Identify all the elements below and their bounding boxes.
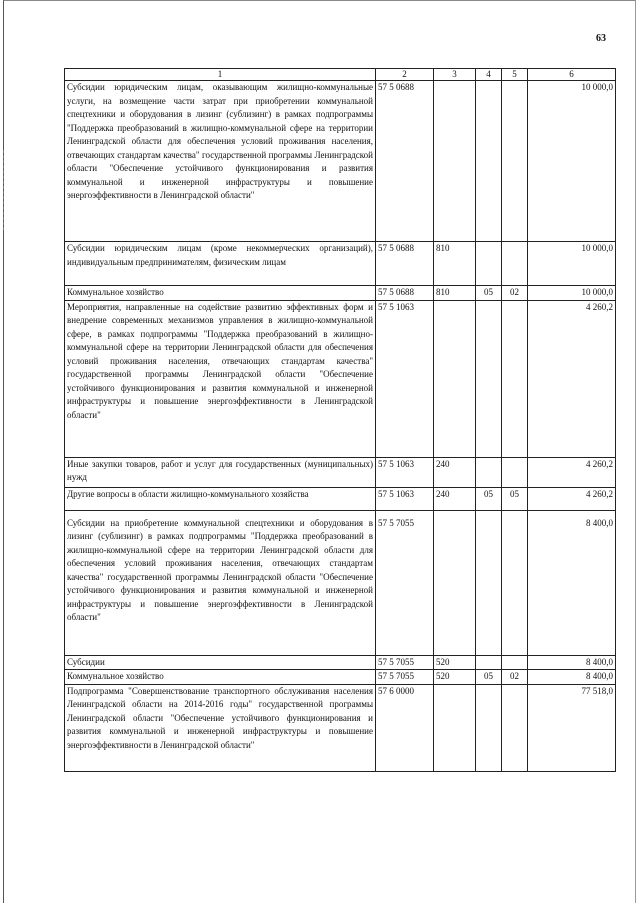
row-pr	[502, 655, 528, 670]
row-sum: 10 000,0	[528, 242, 616, 286]
row-csr: 57 5 0688	[376, 242, 434, 286]
row-sum: 10 000,0	[528, 286, 616, 301]
row-rz	[476, 242, 502, 286]
row-vr	[434, 510, 476, 655]
row-name: Субсидии на приобретение коммунальной спецтехники и оборудования в лизинг (сублизинг) в рамках подпрограммы "Поддержка преобразований в жилищно-коммунальной сфере на территории Ленинградской области для обеспечения условий проживания населения, отвечающих стандартам качества" государственной программы Ленинградской области "Обеспечение устойчивого функционирования и развития коммунальной и инженерной инфраструктуры и повышение энергоэффективности в Ленинградской области"	[65, 510, 376, 655]
row-csr: 57 5 1063	[376, 300, 434, 457]
row-vr: 240	[434, 457, 476, 487]
table-row	[65, 286, 616, 301]
row-pr: 02	[502, 286, 528, 301]
table-row	[65, 300, 616, 457]
row-name: Мероприятия, направленные на содействие развитию эффективных форм и внедрение современных механизмов управления в жилищно-коммунальной сфере, в рамках подпрограммы "Поддержка преобразований в жилищно-коммунальной сфере на территории Ленинградской области для обеспечения условий проживания населения, отвечающих стандартам качества" государственной программы Ленинградской области "Обеспечение устойчивого функционирования и развития коммунальной и инженерной инфраструктуры и повышение энергоэффективности в Ленинградской области"	[65, 300, 376, 457]
row-vr	[434, 81, 476, 242]
row-name: Субсидии	[65, 655, 376, 670]
row-vr	[434, 300, 476, 457]
row-csr: 57 5 7055	[376, 510, 434, 655]
row-csr: 57 5 1063	[376, 487, 434, 510]
row-pr	[502, 81, 528, 242]
row-csr: 57 5 0688	[376, 286, 434, 301]
row-name: Подпрограмма "Совершенствование транспортного обслуживания населения Ленинградской области на 2014-2016 годы" государственной программы Ленинградской области "Обеспечение устойчивого функционирования и развития коммунальной и инженерной инфраструктуры и повышение энергоэффективности в Ленинградской области"	[65, 684, 376, 771]
row-vr: 520	[434, 670, 476, 685]
row-name: Другие вопросы в области жилищно-коммунального хозяйства	[65, 487, 376, 510]
header-col-2: 2	[376, 69, 434, 81]
row-vr: 810	[434, 242, 476, 286]
header-col-5: 5	[502, 69, 528, 81]
row-rz: 05	[476, 286, 502, 301]
header-col-3: 3	[434, 69, 476, 81]
row-vr: 520	[434, 655, 476, 670]
row-pr	[502, 300, 528, 457]
row-rz	[476, 457, 502, 487]
header-col-1: 1	[65, 69, 376, 81]
row-pr: 05	[502, 487, 528, 510]
row-sum: 77 518,0	[528, 684, 616, 771]
row-vr: 810	[434, 286, 476, 301]
row-rz	[476, 510, 502, 655]
row-rz	[476, 300, 502, 457]
row-sum: 4 260,2	[528, 457, 616, 487]
row-rz: 05	[476, 487, 502, 510]
row-name: Субсидии юридическим лицам (кроме некоммерческих организаций), индивидуальным предпринимателям, физическим лицам	[65, 242, 376, 286]
row-name: Коммунальное хозяйство	[65, 670, 376, 685]
table-row	[65, 670, 616, 685]
row-pr: 02	[502, 670, 528, 685]
row-csr: 57 5 0688	[376, 81, 434, 242]
row-vr	[434, 684, 476, 771]
row-rz	[476, 684, 502, 771]
table-row	[65, 510, 616, 655]
row-pr	[502, 510, 528, 655]
budget-table	[64, 68, 616, 772]
row-sum: 10 000,0	[528, 81, 616, 242]
row-rz	[476, 81, 502, 242]
row-pr	[502, 242, 528, 286]
row-name: Коммунальное хозяйство	[65, 286, 376, 301]
row-name: Субсидии юридическим лицам, оказывающим жилищно-коммунальные услуги, на возмещение части затрат при приобретении коммунальной спецтехники и оборудования в лизинг (сублизинг) в рамках подпрограммы "Поддержка преобразований в жилищно-коммунальной сфере на территории Ленинградской области для обеспечения условий проживания населения, отвечающих стандартам качества" государственной программы Ленинградской области "Обеспечение устойчивого функционирования и развития коммунальной и инженерной инфраструктуры и повышение энергоэффективности в Ленинградской области"	[65, 81, 376, 242]
row-sum: 8 400,0	[528, 655, 616, 670]
table-row	[65, 487, 616, 510]
table-header-row	[65, 69, 616, 81]
table-row	[65, 655, 616, 670]
row-sum: 4 260,2	[528, 487, 616, 510]
row-sum: 4 260,2	[528, 300, 616, 457]
table-row	[65, 457, 616, 487]
row-csr: 57 5 7055	[376, 655, 434, 670]
row-name: Иные закупки товаров, работ и услуг для государственных (муниципальных) нужд	[65, 457, 376, 487]
row-rz	[476, 655, 502, 670]
page-number: 63	[596, 33, 606, 44]
row-pr	[502, 684, 528, 771]
row-sum: 8 400,0	[528, 510, 616, 655]
row-vr: 240	[434, 487, 476, 510]
table-row	[65, 242, 616, 286]
table-row	[65, 81, 616, 242]
binding-marks	[3, 150, 7, 230]
header-col-6: 6	[528, 69, 616, 81]
header-col-4: 4	[476, 69, 502, 81]
row-csr: 57 6 0000	[376, 684, 434, 771]
row-csr: 57 5 7055	[376, 670, 434, 685]
row-csr: 57 5 1063	[376, 457, 434, 487]
row-pr	[502, 457, 528, 487]
row-rz: 05	[476, 670, 502, 685]
row-sum: 8 400,0	[528, 670, 616, 685]
table-row	[65, 684, 616, 771]
